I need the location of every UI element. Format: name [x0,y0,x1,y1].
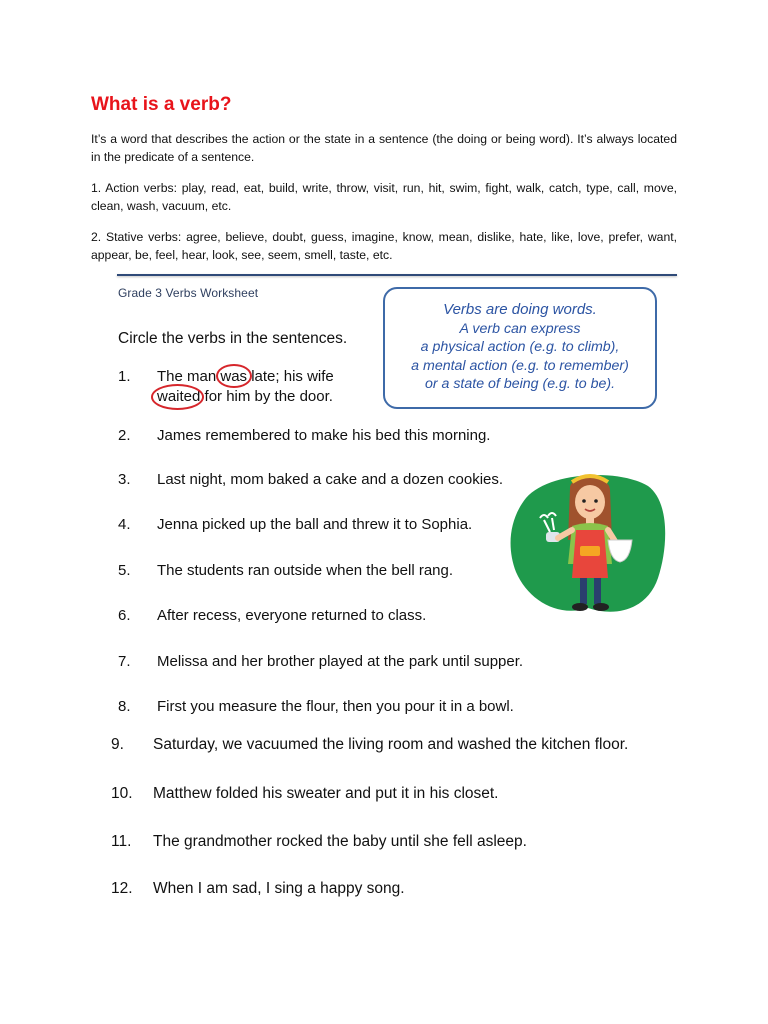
callout-line: or a state of being (e.g. to be). [424,376,616,392]
question-text: Melissa and her brother played at the park until supper. [157,653,524,670]
question-text: The grandmother rocked the baby until she fell asleep. [153,833,527,850]
question-text: After recess, everyone returned to class. [157,607,427,624]
stative-verbs-paragraph: 2. Stative verbs: agree, believe, doubt, guess, imagine, know, mean, dislike, hate, like, love, prefer, want, appear, be, feel, hear, look, see, seem, smell, taste, etc. [91,230,677,262]
question-number: 3. [118,471,131,488]
question-number: 11. [111,833,132,850]
question-number: 8. [118,698,131,715]
question-1 [118,368,378,408]
action-verbs-paragraph: 1. Action verbs: play, read, eat, build, write, throw, visit, run, hit, swim, fight, walk, catch, type, call, move, clean, wash, vacuum, etc. [91,181,677,213]
worksheet-top-rule [117,274,677,276]
intro-paragraph: It’s a word that describes the action or the state in a sentence (the doing or being word). It’s always located in the predicate of a sentence. [91,132,677,164]
worksheet-title: Grade 3 Verbs Worksheet [118,286,259,300]
question-number: 5. [118,562,131,579]
question-text: Saturday, we vacuumed the living room and washed the kitchen floor. [153,736,629,753]
question-number: 12. [111,880,133,897]
question-text: Matthew folded his sweater and put it in his closet. [153,785,499,802]
question-text-line-2: waited for him by the door. [157,388,333,405]
question-number: 7. [118,653,131,670]
question-number: 9. [111,736,124,753]
question-text-line-1: The man was late; his wife [157,368,334,385]
question-text: First you measure the flour, then you pour it in a bowl. [157,698,514,715]
question-text: Jenna picked up the ball and threw it to Sophia. [157,516,473,533]
question-number: 4. [118,516,131,533]
question-number: 2. [118,427,131,444]
question-number: 1. [118,368,131,385]
girl-with-mixer-icon [508,468,670,636]
question-text: When I am sad, I sing a happy song. [153,880,405,897]
callout-line: Verbs are doing words. [443,301,597,318]
question-number: 10. [111,785,133,802]
callout-line: a physical action (e.g. to climb), [420,339,620,355]
page-title: What is a verb? [91,94,232,115]
worksheet-instruction: Circle the verbs in the sentences. [118,330,348,347]
callout-line: A verb can express [459,320,581,337]
question-number: 6. [118,607,131,624]
question-text: Last night, mom baked a cake and a dozen cookies. [157,471,504,488]
question-text: James remembered to make his bed this morning. [157,427,491,444]
question-text: The students ran outside when the bell rang. [157,562,454,579]
callout-line: a mental action (e.g. to remember) [411,357,629,374]
verb-definition-callout [383,287,657,409]
